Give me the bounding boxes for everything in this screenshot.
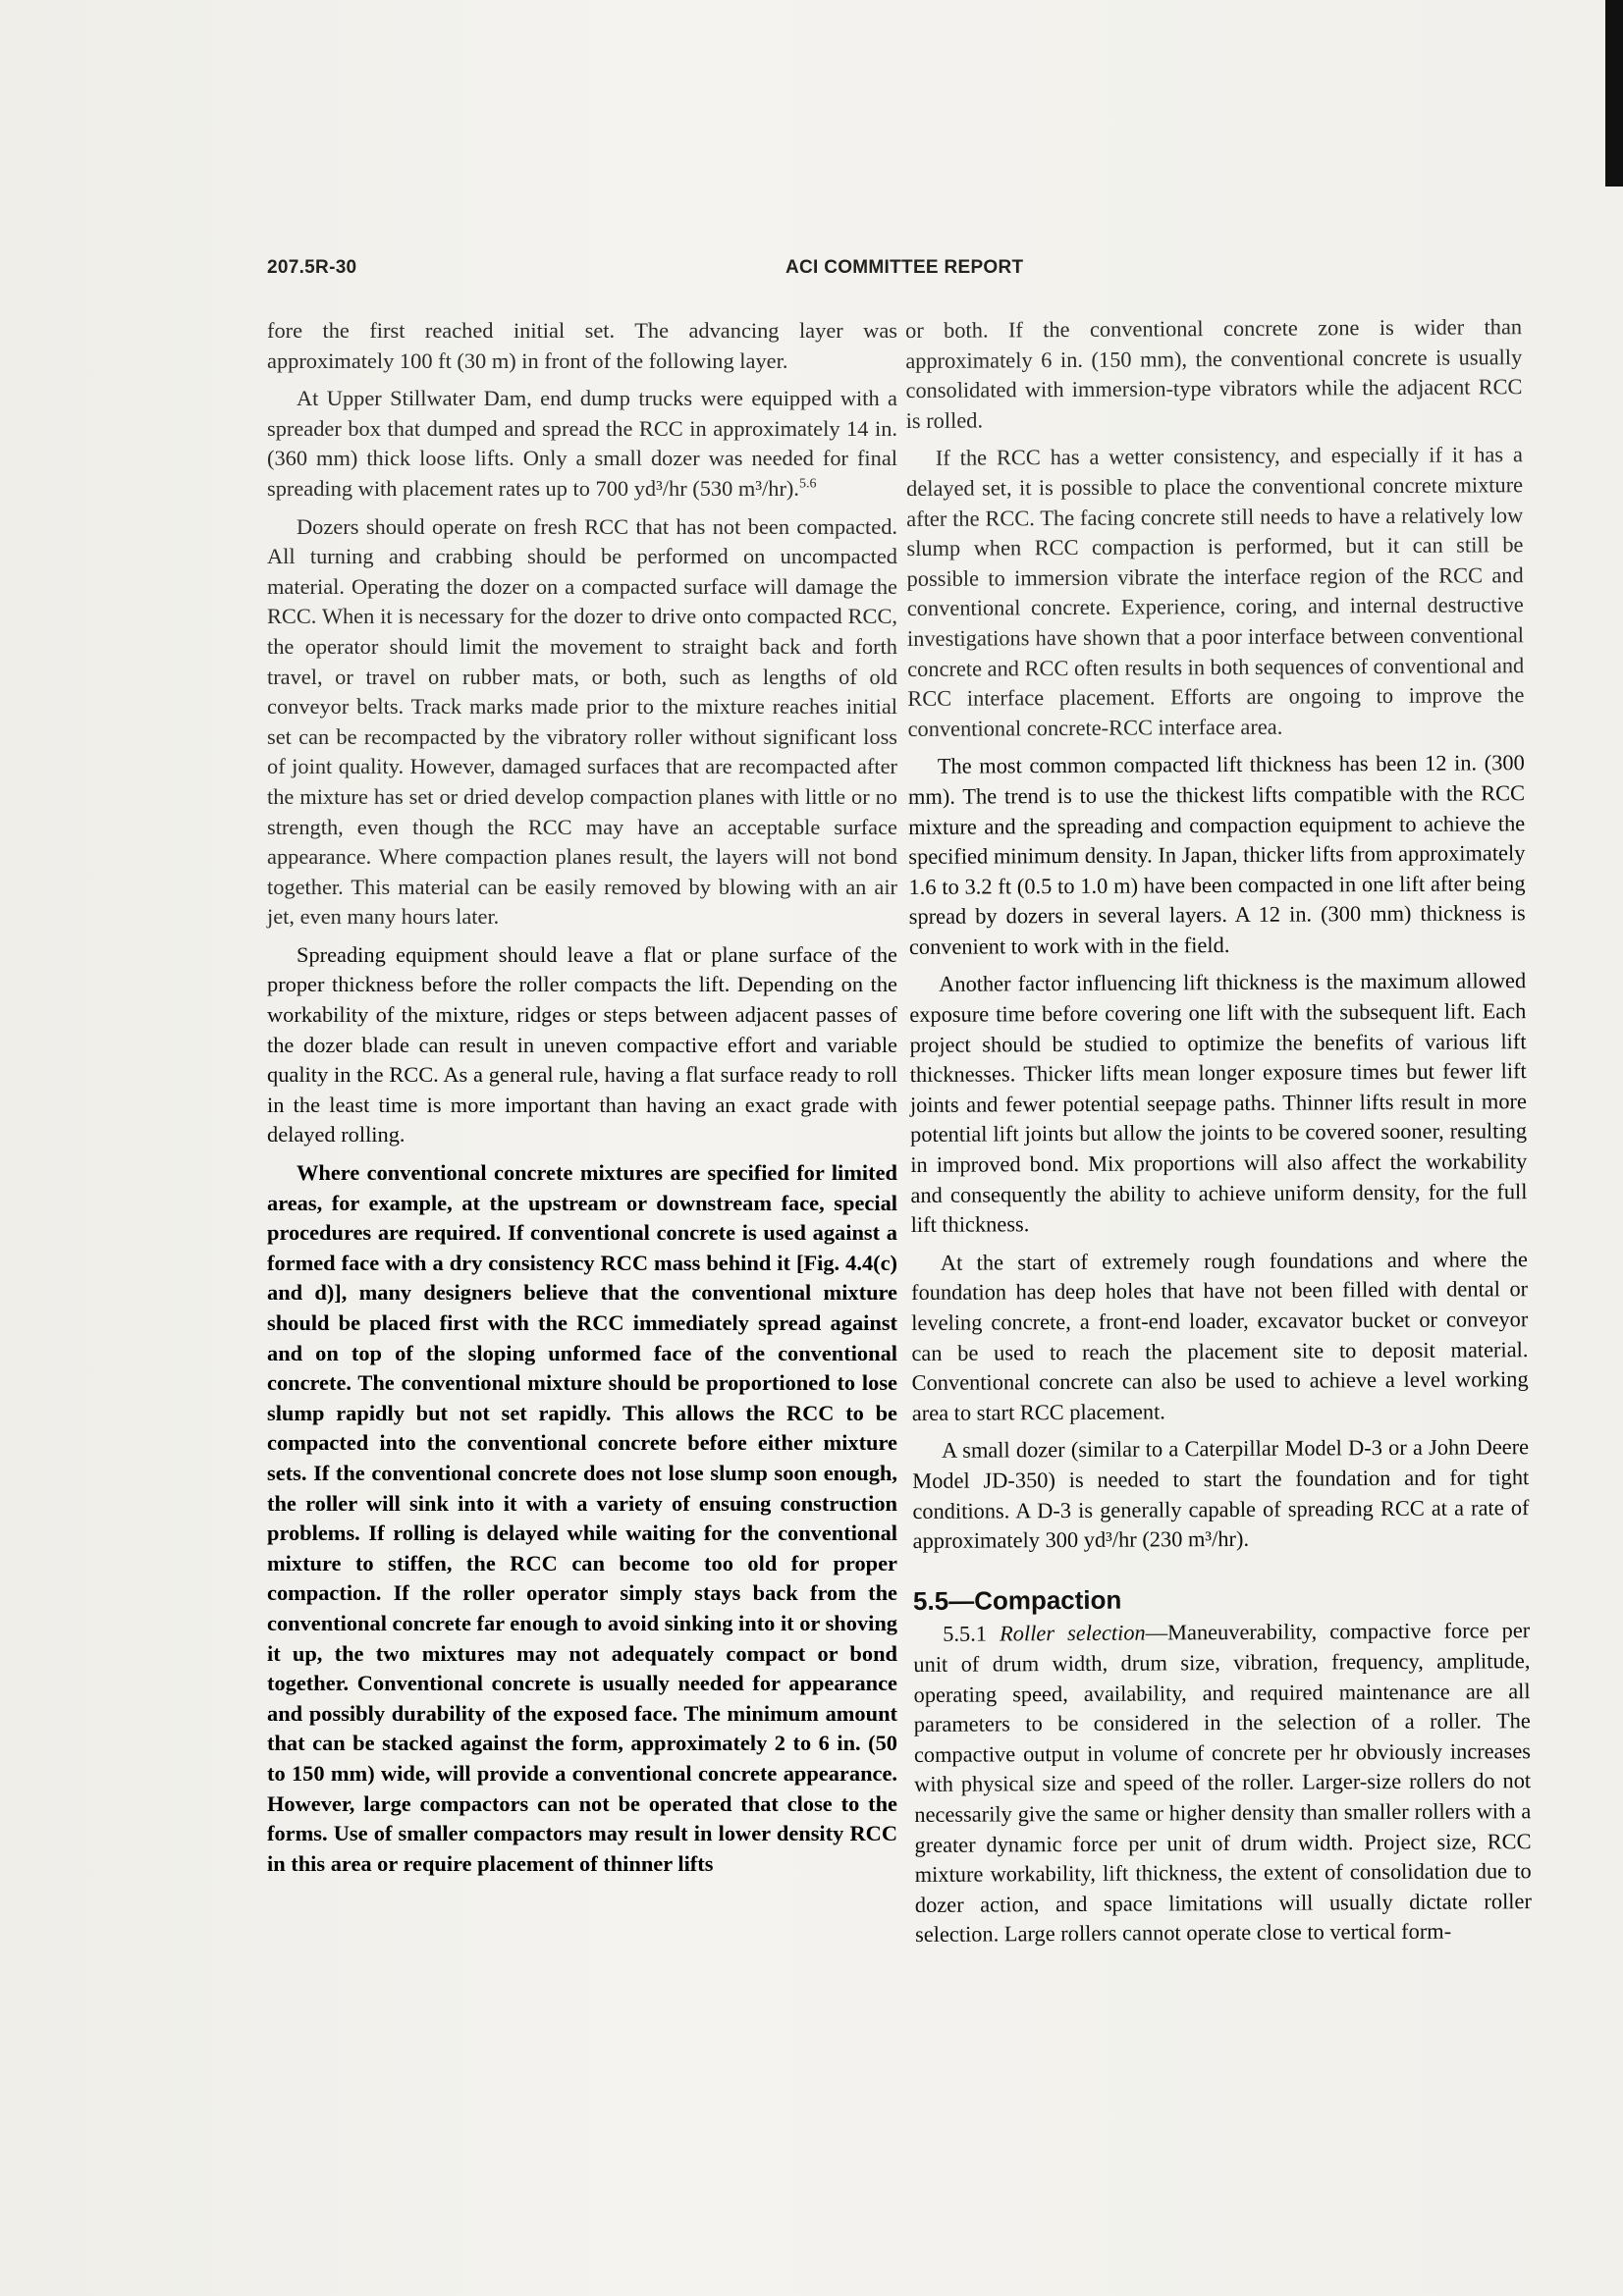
left-paragraph-5: Where conventional concrete mixtures are specified for limited areas, for example, at the upstream or downstream face, special procedures are required. If conventional concrete is used against a formed face with a dry consistency RCC mass behind it [Fig. 4.4(c) and d)], many designers believe that the conventional mixture should be placed first with the RCC immediately spread against and on top of the sloping unformed face of the conventional concrete. The conventional mixture should be proportioned to lose slump rapidly but not set rapidly. This allows the RCC to be compacted into the conventional concrete before either mixture sets. If the conventional concrete does not lose slump soon enough, the roller will sink into it with a variety of ensuing construction problems. If rolling is delayed while waiting for the conventional mixture to stiffen, the RCC can become too old for proper compaction. If the roller operator simply stays back from the conventional concrete far enough to avoid sinking into it or shoving it up, the two mixtures may not adequately compact or bond together. Conventional concrete is usually needed for appearance and possibly durability of the exposed face. The minimum amount that can be stacked against the form, approximately 2 to 6 in. (50 to 150 mm) wide, will provide a conventional concrete appearance. However, large compactors can not be operated that close to the forms. Use of smaller compactors may result in lower density RCC in this area or require placement of thinner lifts <box>267 1160 897 1876</box>
right-paragraph-5: At the start of extremely rough foundations and where the foundation has deep holes that have not been filled with dental or leveling concrete, a front-end loader, excavator bucket or conveyor can be used to reach the placement site to deposit material. Conventional concrete can also be used to achieve a level working area to start RCC placement. <box>911 1246 1529 1425</box>
right-paragraph-7 <box>913 1616 1532 1949</box>
right-paragraph-3: The most common compacted lift thickness has been 12 in. (300 mm). The trend is to use the thickest lifts compatible with the RCC mixture and the spreading and compaction equipment to achieve the specified minimum density. In Japan, thicker lifts from approximately 1.6 to 3.2 ft (0.5 to 1.0 m) have been compacted in one lift after being spread by dozers in several layers. A 12 in. (300 mm) thickness is convenient to work with in the field. <box>907 750 1526 959</box>
left-paragraph-3: Dozers should operate on fresh RCC that has not been compacted. All turning and crabbing should be performed on uncompacted material. Operating the dozer on a compacted surface will damage the RCC. When it is necessary for the dozer to drive onto compacted RCC, the operator should limit the movement to straight back and forth travel, or travel on rubber mats, or both, such as lengths of old conveyor belts. Track marks made prior to the mixture reaches initial set can be recompacted by the vibratory roller without significant loss of joint quality. However, damaged surfaces that are recompacted after the mixture has set or dried develop compaction planes with little or no strength, even though the RCC may have an acceptable surface appearance. Where compaction planes result, the layers will not bond together. This material can be easily removed by blowing with an air jet, even many hours later. <box>267 513 897 930</box>
left-paragraph-1: fore the first reached initial set. The advancing layer was approximately 100 ft (30 m) in front of the following layer. <box>267 318 897 373</box>
right-paragraph-4: Another factor influencing lift thickness is the maximum allowed exposure time before covering one lift with the subsequent lift. Each project should be studied to optimize the benefits of various lift thicknesses. Thicker lifts mean longer exposure times but fewer lift joints and fewer potential seepage paths. Thinner lifts result in more potential lift joints but allow the joints to be covered sooner, resulting in improved bond. Mix proportions will also affect the workability and consequently the ability to achieve uniform density, for the full lift thickness. <box>909 968 1528 1238</box>
left-paragraph-4: Spreading equipment should leave a flat or plane surface of the proper thickness before the roller compacts the lift. Depending on the workability of the mixture, ridges or steps between adjacent passes of the dozer blade can result in uneven compactive effort and variable quality in the RCC. As a general rule, having a flat surface ready to roll in the least time is more important than having an exact grade with delayed rolling. <box>267 941 897 1148</box>
page-code: 207.5R-30 <box>267 257 357 278</box>
right-paragraph-1: or both. If the conventional concrete zone is wider than approximately 6 in. (150 mm), the conventional concrete is usually consolidated with immersion-type vibrators while the adjacent RCC is rolled. <box>905 314 1523 433</box>
right-column <box>905 312 1532 1958</box>
left-column <box>267 316 897 1887</box>
page-header <box>267 257 1524 287</box>
subsection-number: 5.5.1 <box>943 1621 988 1647</box>
right-paragraph-7-text: —Maneuverability, compactive force per unit of drum width, drum size, vibration, frequency, amplitude, operating speed, availability, and required maintenance are all parameters to be considered in the selection of a roller. The compactive output in volume of concrete per hr obviously increases with physical size and speed of the roller. Larger-size rollers do not necessarily give the same or higher density than smaller rollers with a greater dynamic force per unit of drum width. Project size, RCC mixture workability, lift thickness, the extent of consolidation due to dozer action, and space limitations will usually dictate roller selection. Large rollers cannot operate close to vertical form- <box>913 1618 1532 1948</box>
right-paragraph-2: If the RCC has a wetter consistency, and especially if it has a delayed set, it is possible to place the conventional concrete mixture after the RCC. The facing concrete still needs to have a relatively low slump when RCC compaction is performed, but it can still be possible to immersion vibrate the interface region of the RCC and conventional concrete. Experience, coring, and internal destructive investigations have shown that a poor interface between conventional concrete and RCC often results in both sequences of conventional and RCC interface placement. Efforts are ongoing to improve the conventional concrete-RCC interface area. <box>905 442 1525 741</box>
left-paragraph-2-text: At Upper Stillwater Dam, end dump trucks were equipped with a spreader box that dumped and spread the RCC in approximately 14 in. (360 mm) thick loose lifts. Only a small dozer was needed for final spreading with placement rates up to 700 yd³/hr (530 m³/hr). <box>267 386 897 501</box>
report-title: ACI COMMITTEE REPORT <box>785 257 1024 278</box>
right-paragraph-6: A small dozer (similar to a Caterpillar Model D-3 or a John Deere Model JD-350) is needed to start the foundation and for tight conditions. A D-3 is generally capable of spreading RCC at a rate of approximately 300 yd³/hr (230 m³/hr). <box>912 1434 1530 1554</box>
left-paragraph-2 <box>267 384 897 504</box>
scan-shadow-edge <box>1605 0 1623 187</box>
subsection-title: Roller selection <box>999 1620 1146 1646</box>
section-heading: 5.5—Compaction <box>912 1584 1122 1616</box>
reference-mark: 5.6 <box>798 476 817 492</box>
